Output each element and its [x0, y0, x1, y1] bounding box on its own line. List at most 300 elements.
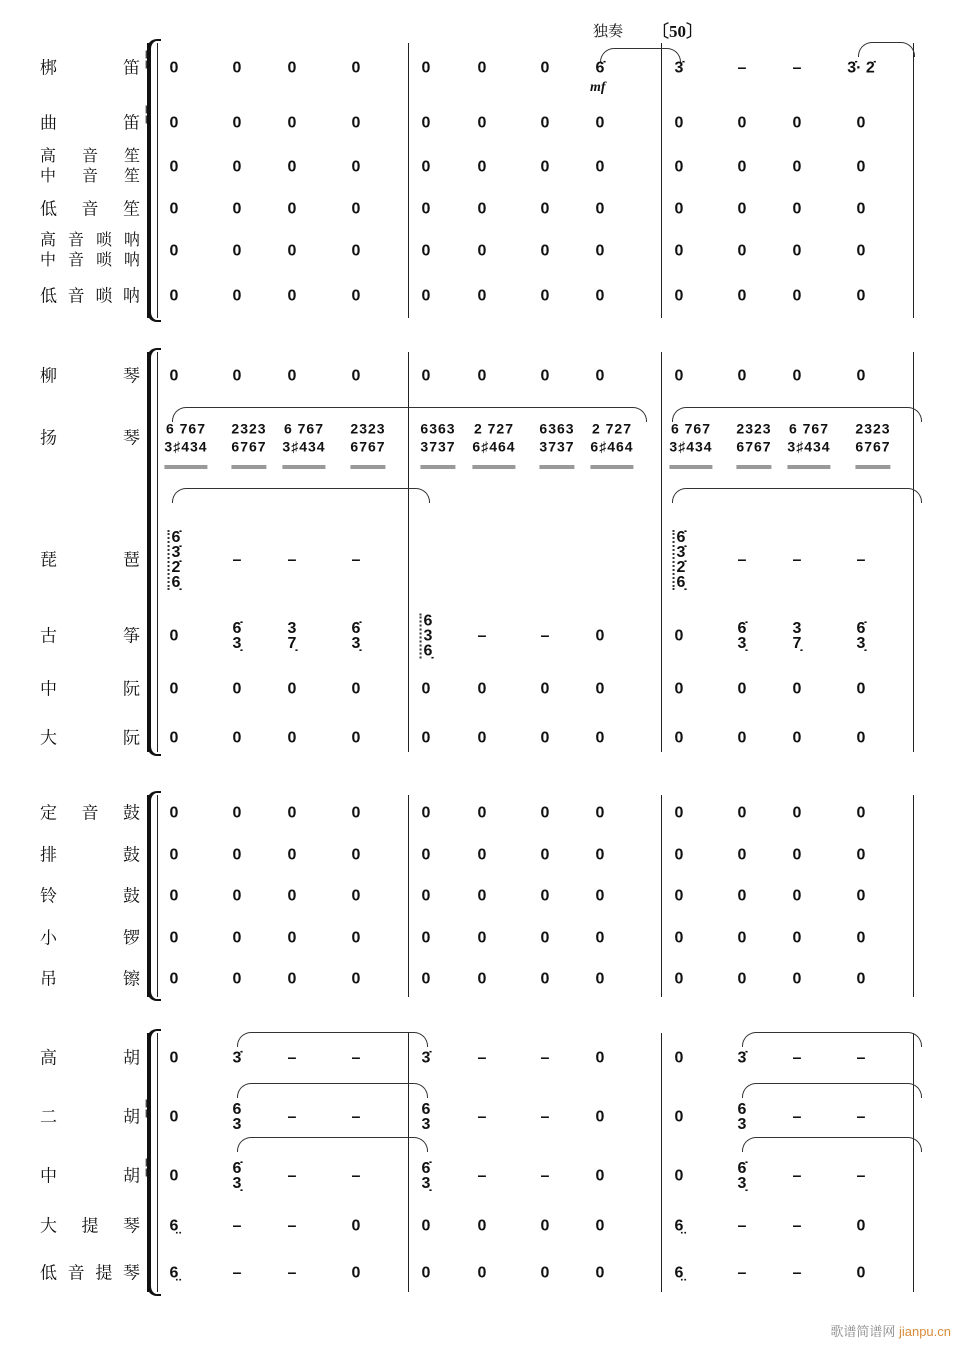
dash: – [856, 551, 866, 569]
note: 0 [595, 729, 605, 747]
staff-label [40, 627, 140, 646]
slur-arc [858, 42, 915, 57]
barline [661, 795, 662, 997]
dash: – [737, 1264, 747, 1282]
note: 0 [287, 887, 297, 905]
note-lower: 6767 [855, 438, 890, 469]
staff-label [40, 429, 140, 448]
system-line [157, 1033, 158, 1292]
staff-label-text: 琵琶 [40, 550, 140, 570]
note: 0 [232, 680, 242, 698]
slur-arc [237, 1032, 428, 1047]
note: 0 [351, 287, 361, 305]
note: 0 [351, 59, 361, 77]
staff-label [40, 929, 140, 948]
note: 0 [351, 680, 361, 698]
note: 0 [287, 59, 297, 77]
note-lower: 6767 [736, 438, 771, 469]
note: 0 [540, 59, 550, 77]
note: 0 [421, 1264, 431, 1282]
note-pitch: 3̣ [421, 1175, 431, 1192]
note-group [282, 420, 325, 469]
note: 0 [674, 970, 684, 988]
note: 0 [287, 804, 297, 822]
watermark-url: jianpu.cn [898, 1324, 951, 1339]
staff-label-text: 低音笙 [40, 199, 140, 219]
dash: – [287, 1264, 297, 1282]
dash: – [792, 1108, 802, 1126]
note-upper: 6 767 [788, 420, 830, 437]
note: 0 [792, 804, 802, 822]
note: 0 [232, 929, 242, 947]
slur-arc [742, 1137, 922, 1152]
note: 0 [351, 242, 361, 260]
note: 0 [477, 59, 487, 77]
note: 0 [232, 367, 242, 385]
staff-label [40, 729, 140, 748]
note: 0 [169, 804, 179, 822]
note: 0 [287, 929, 297, 947]
note: 0 [674, 846, 684, 864]
note: 0 [169, 1167, 179, 1185]
note: 0 [856, 1264, 866, 1282]
note: 0 [351, 804, 361, 822]
note-upper: 6363 [420, 420, 456, 437]
dash: – [351, 1167, 361, 1185]
note: 0 [351, 200, 361, 218]
note [738, 621, 747, 651]
system-line [157, 352, 158, 752]
system-line [157, 43, 158, 318]
watermark-cn: 歌谱简谱网 [830, 1324, 896, 1339]
slur-arc [237, 1083, 428, 1098]
dash: – [792, 1167, 802, 1185]
note [857, 621, 866, 651]
note: 0 [674, 287, 684, 305]
note-upper: 2323 [736, 420, 772, 437]
note-pitch: 7̣ [792, 635, 802, 652]
dash: – [232, 551, 242, 569]
note: 0 [421, 367, 431, 385]
note: 0 [421, 200, 431, 218]
note: 0 [169, 114, 179, 132]
note: 0 [169, 627, 179, 645]
staff-label-text: 二胡 [40, 1107, 140, 1127]
note: 0 [674, 929, 684, 947]
dash: – [351, 1108, 361, 1126]
note: 0 [232, 242, 242, 260]
note-pitch: 2̇ [171, 559, 181, 576]
note: 0 [477, 287, 487, 305]
note-upper: 6 767 [165, 420, 207, 437]
note: 0 [287, 200, 297, 218]
note: 0 [477, 114, 487, 132]
note: 0 [856, 1217, 866, 1235]
note-pitch: 3̇ [171, 544, 181, 561]
note: 0 [737, 200, 747, 218]
note-lower: 3737 [539, 438, 574, 469]
note-group [350, 420, 385, 469]
note: 0 [232, 729, 242, 747]
note-upper: 2323 [855, 420, 891, 437]
note: 0 [169, 59, 179, 77]
staff-label-text: 低音提琴 [40, 1263, 140, 1283]
note [168, 530, 181, 590]
note: 0 [540, 287, 550, 305]
dash: – [287, 1049, 297, 1067]
note-group [164, 420, 207, 469]
staff-label-text: 吊镲 [40, 969, 140, 989]
note: 0 [232, 970, 242, 988]
note: 0 [595, 200, 605, 218]
dash: – [477, 627, 487, 645]
dash: – [737, 551, 747, 569]
staff-label [40, 147, 140, 187]
staff-label [40, 1098, 150, 1127]
note: 0 [287, 287, 297, 305]
note-pitch: 6̇ [421, 1160, 431, 1177]
note: 0 [287, 729, 297, 747]
staff-label [40, 680, 140, 699]
slur-arc [742, 1083, 922, 1098]
staff-label [40, 1049, 140, 1068]
dash: – [287, 1167, 297, 1185]
staff-label [40, 1264, 140, 1283]
note: 0 [351, 846, 361, 864]
note: 3̇· 2̇ [847, 59, 875, 77]
solo-marking: 独奏 [593, 24, 624, 40]
note-group [787, 420, 830, 469]
note: 0 [674, 804, 684, 822]
note: 0 [540, 929, 550, 947]
staff-label [40, 200, 140, 219]
note-pitch: 3̣ [351, 635, 361, 652]
note: 0 [421, 970, 431, 988]
note: 0 [169, 970, 179, 988]
group-brace [147, 352, 151, 752]
note-pitch: 2̇ [676, 559, 686, 576]
note: 0 [421, 846, 431, 864]
staff-label [40, 1217, 140, 1236]
note: 0 [540, 846, 550, 864]
note: 0 [674, 627, 684, 645]
note: 0 [595, 970, 605, 988]
staff-label [40, 231, 140, 271]
staff-label-text: 排鼓 [40, 845, 140, 865]
note: 0 [351, 887, 361, 905]
note: 0 [737, 242, 747, 260]
dash: – [232, 1217, 242, 1235]
note-lower: 3♯434 [787, 438, 830, 469]
note: 0 [232, 200, 242, 218]
note [233, 1161, 242, 1191]
group-brace [144, 43, 151, 318]
staff-label-text: 中阮 [40, 679, 140, 699]
note: 0 [287, 158, 297, 176]
note: 0 [674, 114, 684, 132]
note-group [231, 420, 266, 469]
note-pitch: 7̣ [287, 635, 297, 652]
note: 0 [477, 804, 487, 822]
note: 0 [287, 367, 297, 385]
note-group [855, 420, 890, 469]
note-pitch: 6 [232, 1101, 242, 1118]
note: 0 [674, 680, 684, 698]
note [422, 1161, 431, 1191]
note-upper: 6 767 [670, 420, 712, 437]
note: 0 [477, 1217, 487, 1235]
note-pitch: 6̇ [171, 529, 181, 546]
note: 6̤ [169, 1217, 179, 1235]
note-pitch: 6̇ [737, 620, 747, 637]
dash: – [856, 1108, 866, 1126]
note: 6̤ [674, 1264, 684, 1282]
staff-label-text: 大提琴 [40, 1216, 140, 1236]
note: 0 [737, 158, 747, 176]
dash: – [287, 1108, 297, 1126]
note: 3̇ [421, 1049, 431, 1067]
note: 0 [477, 158, 487, 176]
note-lower: 3♯434 [669, 438, 712, 469]
note: 0 [169, 680, 179, 698]
note: 0 [421, 158, 431, 176]
note: 0 [737, 929, 747, 947]
note-lower: 6♯464 [472, 438, 515, 469]
note: 0 [421, 929, 431, 947]
slur-arc [172, 488, 430, 503]
note: 3̇ [737, 1049, 747, 1067]
note-pitch: 3 [287, 620, 297, 637]
dash: – [232, 1264, 242, 1282]
note: 0 [595, 158, 605, 176]
note [793, 621, 802, 651]
note: 0 [595, 242, 605, 260]
note: 0 [232, 846, 242, 864]
note: 0 [540, 1217, 550, 1235]
note: 0 [737, 887, 747, 905]
note: 0 [351, 970, 361, 988]
dash: – [737, 59, 747, 77]
slur-arc [237, 1137, 428, 1152]
note: 0 [351, 1217, 361, 1235]
note: 0 [351, 114, 361, 132]
staff-label-text: 曲笛 [40, 113, 140, 133]
note: 0 [856, 970, 866, 988]
note-upper: 6 767 [283, 420, 325, 437]
note: 0 [351, 158, 361, 176]
note: 0 [737, 846, 747, 864]
note-pitch: 6̇ [232, 620, 242, 637]
note: 0 [169, 1108, 179, 1126]
note: 0 [792, 200, 802, 218]
note: 0 [477, 929, 487, 947]
watermark [830, 1321, 951, 1340]
note-pitch: 6̣ [423, 642, 433, 660]
dash: – [477, 1108, 487, 1126]
barline [913, 43, 914, 318]
note: 6̤ [674, 1217, 684, 1235]
slur-arc [742, 1032, 922, 1047]
dash: – [792, 1264, 802, 1282]
note: 0 [169, 367, 179, 385]
dash: – [856, 1167, 866, 1185]
note: 0 [287, 970, 297, 988]
note: 0 [792, 158, 802, 176]
note: 0 [421, 287, 431, 305]
note: 0 [856, 804, 866, 822]
note: 0 [792, 680, 802, 698]
note-pitch: 6̣ [676, 574, 686, 591]
note: 0 [477, 846, 487, 864]
note-pitch: 3 [792, 620, 802, 637]
note: 0 [595, 1167, 605, 1185]
note [738, 1102, 747, 1132]
note: 0 [792, 242, 802, 260]
note: 0 [287, 846, 297, 864]
note: 0 [674, 1049, 684, 1067]
note: 0 [792, 114, 802, 132]
note-lower: 6767 [350, 438, 385, 469]
note: 0 [792, 887, 802, 905]
staff-label-text: 铃鼓 [40, 886, 140, 906]
note: 0 [595, 929, 605, 947]
note-group [472, 420, 515, 469]
note-lower: 3737 [420, 438, 455, 469]
staff-label-text: 大阮 [40, 728, 140, 748]
staff-label-text: 扬琴 [40, 428, 140, 448]
dynamic-marking: mf [590, 80, 606, 95]
staff-label [40, 287, 140, 306]
dash: – [287, 1217, 297, 1235]
barline [913, 795, 914, 997]
dash: – [856, 1049, 866, 1067]
dash: – [351, 1049, 361, 1067]
note: 0 [232, 114, 242, 132]
note-pitch: 3̣ [232, 635, 242, 652]
note-pitch: 3 [737, 1116, 747, 1133]
note: 0 [595, 367, 605, 385]
note: 0 [674, 729, 684, 747]
note: 0 [421, 680, 431, 698]
note: 0 [540, 680, 550, 698]
note: 0 [792, 970, 802, 988]
note: 0 [477, 200, 487, 218]
note: 0 [674, 1108, 684, 1126]
dash: – [792, 1049, 802, 1067]
part-numbers: Ⅰ Ⅱ [144, 1098, 150, 1121]
note: 0 [595, 114, 605, 132]
note: 0 [674, 158, 684, 176]
note: 0 [351, 729, 361, 747]
note: 0 [421, 242, 431, 260]
note-upper: 2 727 [591, 420, 633, 437]
staff-label [40, 846, 140, 865]
note-pitch: 3 [232, 1116, 242, 1133]
system-line [157, 795, 158, 997]
staff-label [40, 804, 140, 823]
note: 0 [477, 729, 487, 747]
note: 0 [477, 367, 487, 385]
dash: – [792, 1217, 802, 1235]
note: 0 [674, 367, 684, 385]
note: 0 [232, 887, 242, 905]
note: 0 [421, 114, 431, 132]
note: 0 [595, 846, 605, 864]
note: 0 [856, 846, 866, 864]
group-brace [147, 795, 151, 997]
note: 0 [856, 929, 866, 947]
note-pitch: 6̇ [737, 1160, 747, 1177]
barline [661, 43, 662, 318]
note-lower: 3♯434 [164, 438, 207, 469]
staff-label-text: 小锣 [40, 928, 140, 948]
note: 0 [540, 804, 550, 822]
note: 0 [856, 158, 866, 176]
note: 0 [232, 158, 242, 176]
staff-label [40, 49, 150, 78]
note: 0 [595, 627, 605, 645]
note-upper: 2323 [350, 420, 386, 437]
note: 6̤ [169, 1264, 179, 1282]
note: 0 [856, 729, 866, 747]
dash: – [351, 551, 361, 569]
note-pitch: 6̇ [351, 620, 361, 637]
note-lower: 6767 [231, 438, 266, 469]
note-pitch: 3 [421, 1116, 431, 1133]
note: 0 [595, 680, 605, 698]
note: 0 [595, 1049, 605, 1067]
note-pitch: 6 [737, 1101, 747, 1118]
dash: – [540, 1049, 550, 1067]
note: 0 [674, 200, 684, 218]
note: 0 [856, 287, 866, 305]
note: 0 [792, 287, 802, 305]
note: 0 [169, 158, 179, 176]
note: 0 [169, 1049, 179, 1067]
dash: – [287, 551, 297, 569]
note-lower: 3♯434 [282, 438, 325, 469]
slur-arc [672, 488, 922, 503]
note: 0 [477, 970, 487, 988]
staff-label [40, 887, 140, 906]
note: 0 [595, 1108, 605, 1126]
note: 0 [540, 200, 550, 218]
dash: – [792, 59, 802, 77]
note: 0 [540, 367, 550, 385]
note [288, 621, 297, 651]
dash: – [477, 1167, 487, 1185]
slur-arc [600, 48, 681, 63]
note: 0 [287, 242, 297, 260]
note: 0 [169, 200, 179, 218]
dash: – [477, 1049, 487, 1067]
note-upper: 2 727 [473, 420, 515, 437]
note: 0 [540, 114, 550, 132]
note-pitch: 6̇ [232, 1160, 242, 1177]
staff-label-text: 高胡 [40, 1048, 140, 1068]
note: 0 [232, 287, 242, 305]
note: 0 [287, 114, 297, 132]
dash: – [540, 1108, 550, 1126]
note: 0 [421, 804, 431, 822]
note-pitch: 3 [423, 627, 433, 645]
note [233, 1102, 242, 1132]
staff-label [40, 1157, 150, 1186]
barline [661, 352, 662, 752]
note: 0 [169, 287, 179, 305]
note: 0 [737, 367, 747, 385]
note: 0 [737, 680, 747, 698]
